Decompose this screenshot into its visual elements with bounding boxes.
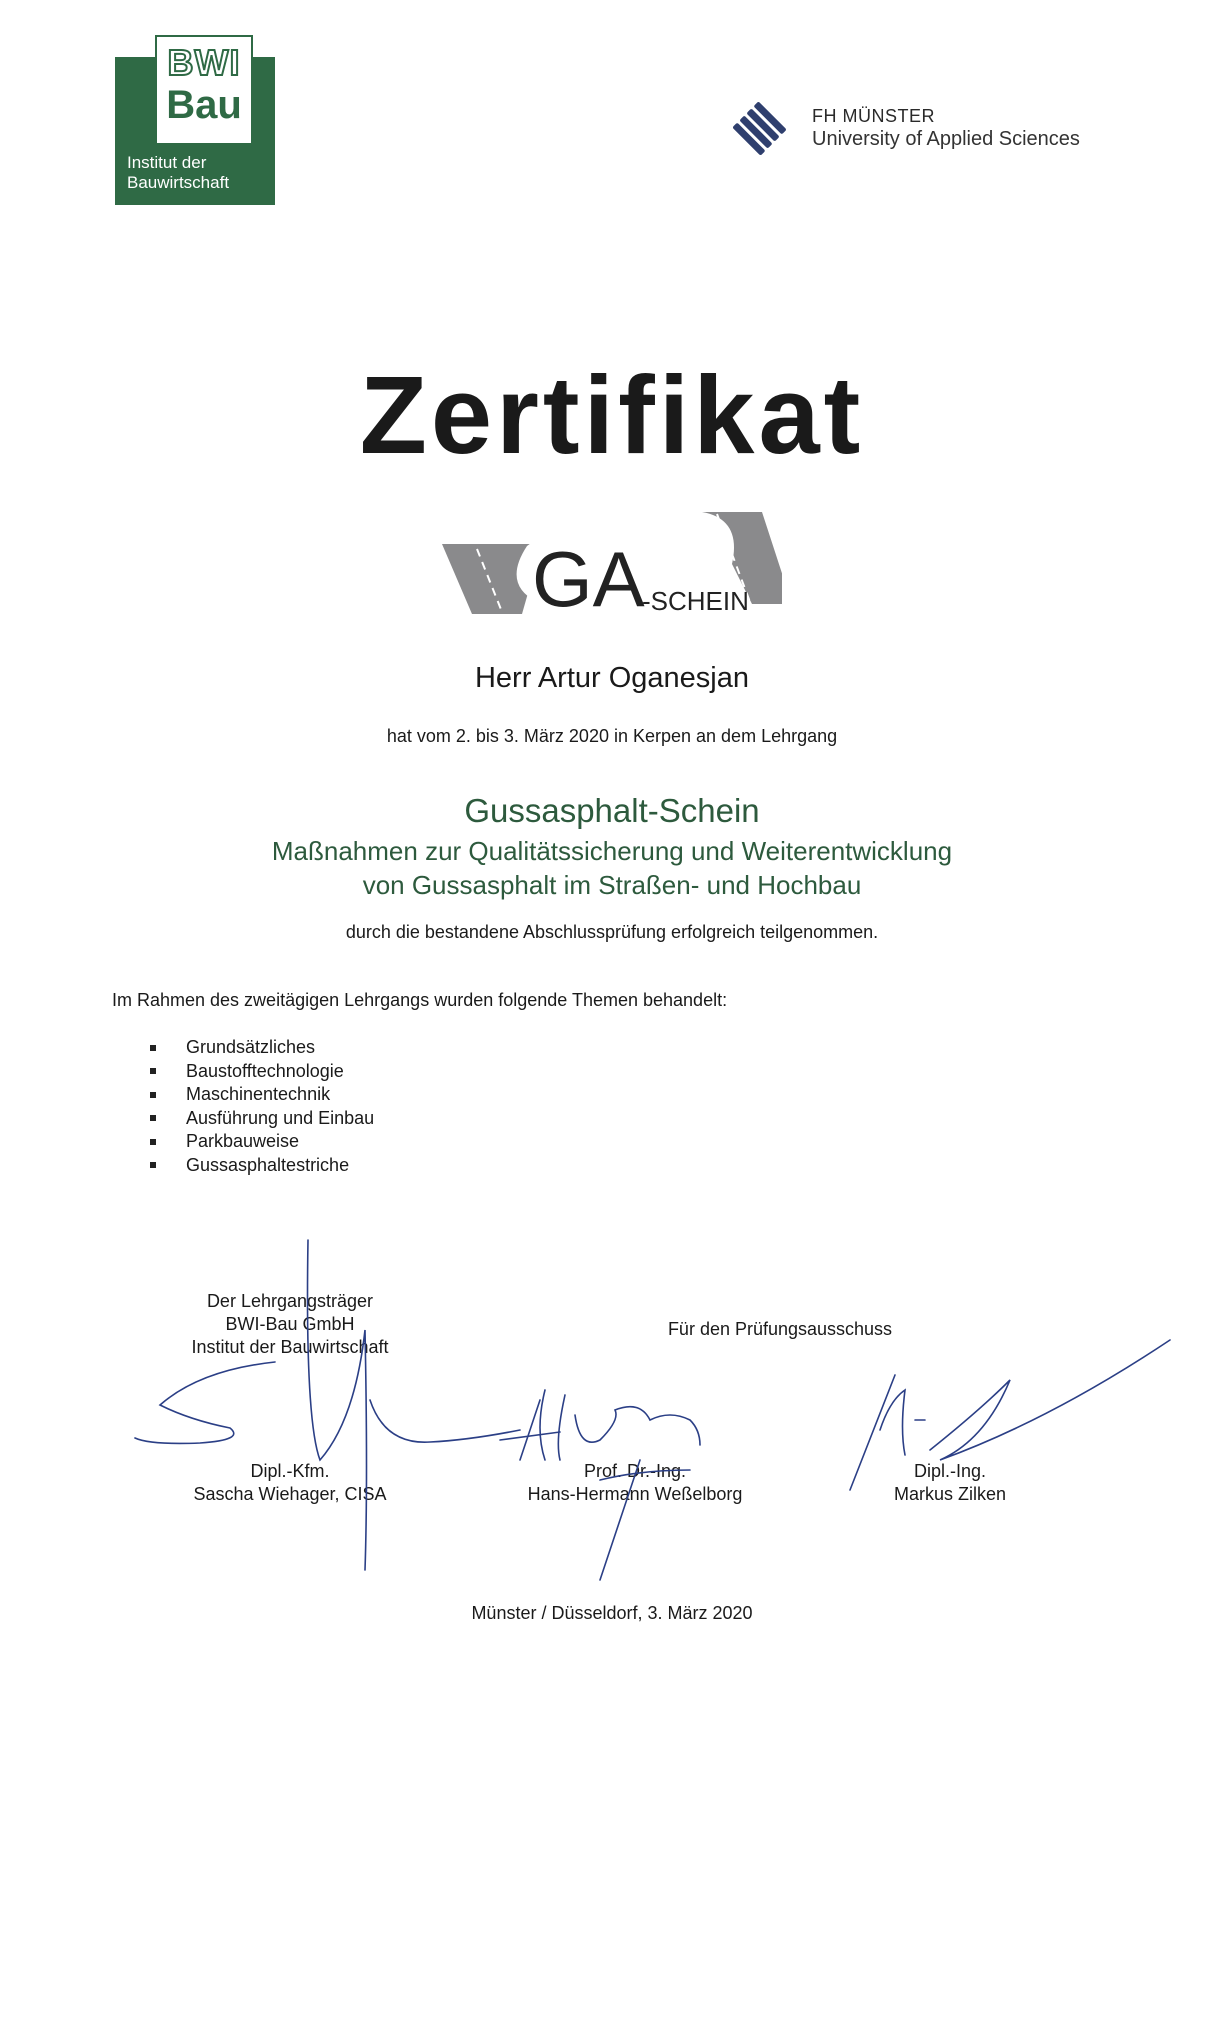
signatory-title: Dipl.-Kfm. [250,1461,330,1481]
bwi-logo-subtitle [127,153,229,193]
course-subtitle-line1: Maßnahmen zur Qualitätssicherung und Weiterentwicklung [271,836,953,866]
provider-heading [160,1290,420,1359]
topic-label: Ausführung und Einbau [186,1107,375,1128]
topic-item [150,1154,374,1178]
signatory-title: Dipl.-Ing. [913,1461,987,1481]
certificate-title: Zertifikat [359,354,865,477]
topic-label: Maschinentechnik [186,1084,331,1105]
bwi-sub-line2: Bauwirtschaft [127,173,230,192]
topic-label: Parkbauweise [186,1131,300,1152]
provider-heading-line3: Institut der Bauwirtschaft [191,1337,389,1357]
topic-item [150,1130,374,1154]
provider-heading-line1: Der Lehrgangsträger [206,1291,374,1311]
examiner-1-signatory [490,1460,780,1506]
provider-heading-line2: BWI-Bau GmbH [225,1314,355,1334]
bwi-bau-logo [115,42,275,205]
topics-intro: Im Rahmen des zweitägigen Lehrgangs wurden folgende Themen behandelt: [112,990,728,1010]
signatory-name: Sascha Wiehager, CISA [193,1484,387,1504]
passed-text: durch die bestandene Abschlussprüfung erfolgreich teilgenommen. [345,922,879,942]
topic-item [150,1107,374,1131]
schein-logo-text: -SCHEIN [642,586,749,616]
fh-logo-subtitle: University of Applied Sciences [812,128,1080,150]
bau-logo-text: Bau [166,83,242,127]
bullet-icon [150,1068,156,1074]
signatory-title: Prof. Dr.-Ing. [583,1461,687,1481]
bwi-sub-line1: Institut der [127,153,207,172]
fh-muenster-logo-icon [727,101,787,161]
examiner-2-signatory [840,1460,1060,1506]
bullet-icon [150,1092,156,1098]
recipient-name: Herr Artur Oganesjan [474,662,749,694]
topic-item [150,1036,374,1060]
place-date: Münster / Düsseldorf, 3. März 2020 [471,1603,753,1623]
committee-heading: Für den Prüfungsausschuss [667,1319,893,1339]
bullet-icon [150,1139,156,1145]
bwi-logo-text: BWI [167,42,241,83]
ga-logo-text: GA [532,535,645,623]
topic-label: Baustofftechnologie [186,1060,344,1081]
bwi-logo-box [155,35,253,145]
course-period-text: hat vom 2. bis 3. März 2020 in Kerpen an dem Lehrgang [386,726,838,746]
topic-label: Grundsätzliches [186,1037,316,1058]
course-subtitle [0,834,1224,902]
topic-item [150,1083,374,1107]
topics-list [150,1036,374,1177]
fh-logo-title: FH MÜNSTER [812,106,935,126]
bullet-icon [150,1045,156,1051]
ga-schein-logo [432,494,782,624]
bullet-icon [150,1162,156,1168]
provider-signatory [160,1460,420,1506]
course-subtitle-line2: von Gussasphalt im Straßen- und Hochbau [362,870,862,900]
topic-item [150,1060,374,1084]
bullet-icon [150,1115,156,1121]
course-title: Gussasphalt-Schein [464,792,760,829]
topic-label: Gussasphaltestriche [186,1154,350,1175]
signatory-name: Markus Zilken [893,1484,1007,1504]
signatory-name: Hans-Hermann Weßelborg [527,1484,743,1504]
